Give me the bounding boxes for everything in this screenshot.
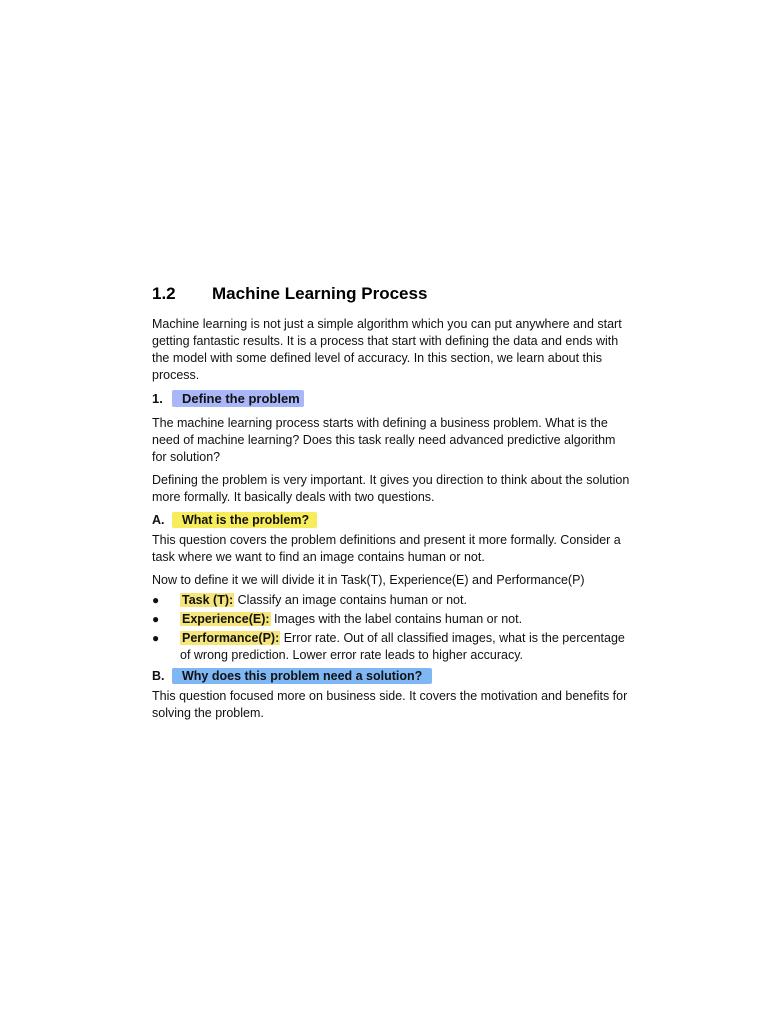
question-a-title: What is the problem? xyxy=(172,512,317,528)
section-number: 1.2 xyxy=(152,284,176,303)
list-item-text xyxy=(180,592,467,609)
list-item xyxy=(152,592,632,609)
bullet-icon: ● xyxy=(152,612,160,626)
list-item-text xyxy=(180,630,632,664)
list-item-description: Classify an image contains human or not. xyxy=(234,593,467,607)
list-item-term: Task (T): xyxy=(182,593,234,607)
problem-paragraph-1: The machine learning process starts with defining a business problem. What is the need of machine learning? Does this task really need advanced predictive algorithm for solution? xyxy=(152,416,616,464)
question-b-paragraph: This question focused more on business side. It covers the motivation and benefits for solving the problem. xyxy=(152,689,628,720)
list-item-description: Images with the label contains human or not. xyxy=(270,612,523,626)
question-a-paragraph-1: This question covers the problem definitions and present it more formally. Consider a task where we want to find an image contains human or not. xyxy=(152,533,621,564)
list-item-term: Performance(P): xyxy=(182,631,280,645)
document-page xyxy=(152,284,632,728)
list-item-term: Experience(E): xyxy=(182,612,270,626)
step-title: Define the problem xyxy=(172,390,304,407)
question-a-letter: A. xyxy=(152,513,165,527)
problem-paragraph-2: Defining the problem is very important. It gives you direction to think about the solution more formally. It basically deals with two questions. xyxy=(152,473,630,504)
step-number: 1. xyxy=(152,391,163,406)
question-a-paragraph-2: Now to define it we will divide it in Task(T), Experience(E) and Performance(P) xyxy=(152,573,585,587)
question-b-title: Why does this problem need a solution? xyxy=(172,668,432,684)
list-item xyxy=(152,630,632,664)
question-b-letter: B. xyxy=(152,669,165,683)
section-heading xyxy=(152,284,632,304)
section-title: Machine Learning Process xyxy=(212,284,428,303)
bullet-icon: ● xyxy=(152,593,160,607)
list-item-description: Error rate. Out of all classified images, what is the percentage of wrong prediction. Lower error rate leads to higher accuracy. xyxy=(180,631,625,662)
question-b-heading xyxy=(152,668,632,684)
definition-list xyxy=(152,592,632,664)
question-a-heading xyxy=(152,512,632,528)
list-item-text xyxy=(180,611,522,628)
step-heading xyxy=(152,390,632,407)
list-item xyxy=(152,611,632,628)
bullet-icon: ● xyxy=(152,631,160,645)
intro-paragraph: Machine learning is not just a simple algorithm which you can put anywhere and start getting fantastic results. It is a process that start with defining the data and ends with the model with some defined level of accuracy. In this section, we learn about this process. xyxy=(152,317,622,382)
